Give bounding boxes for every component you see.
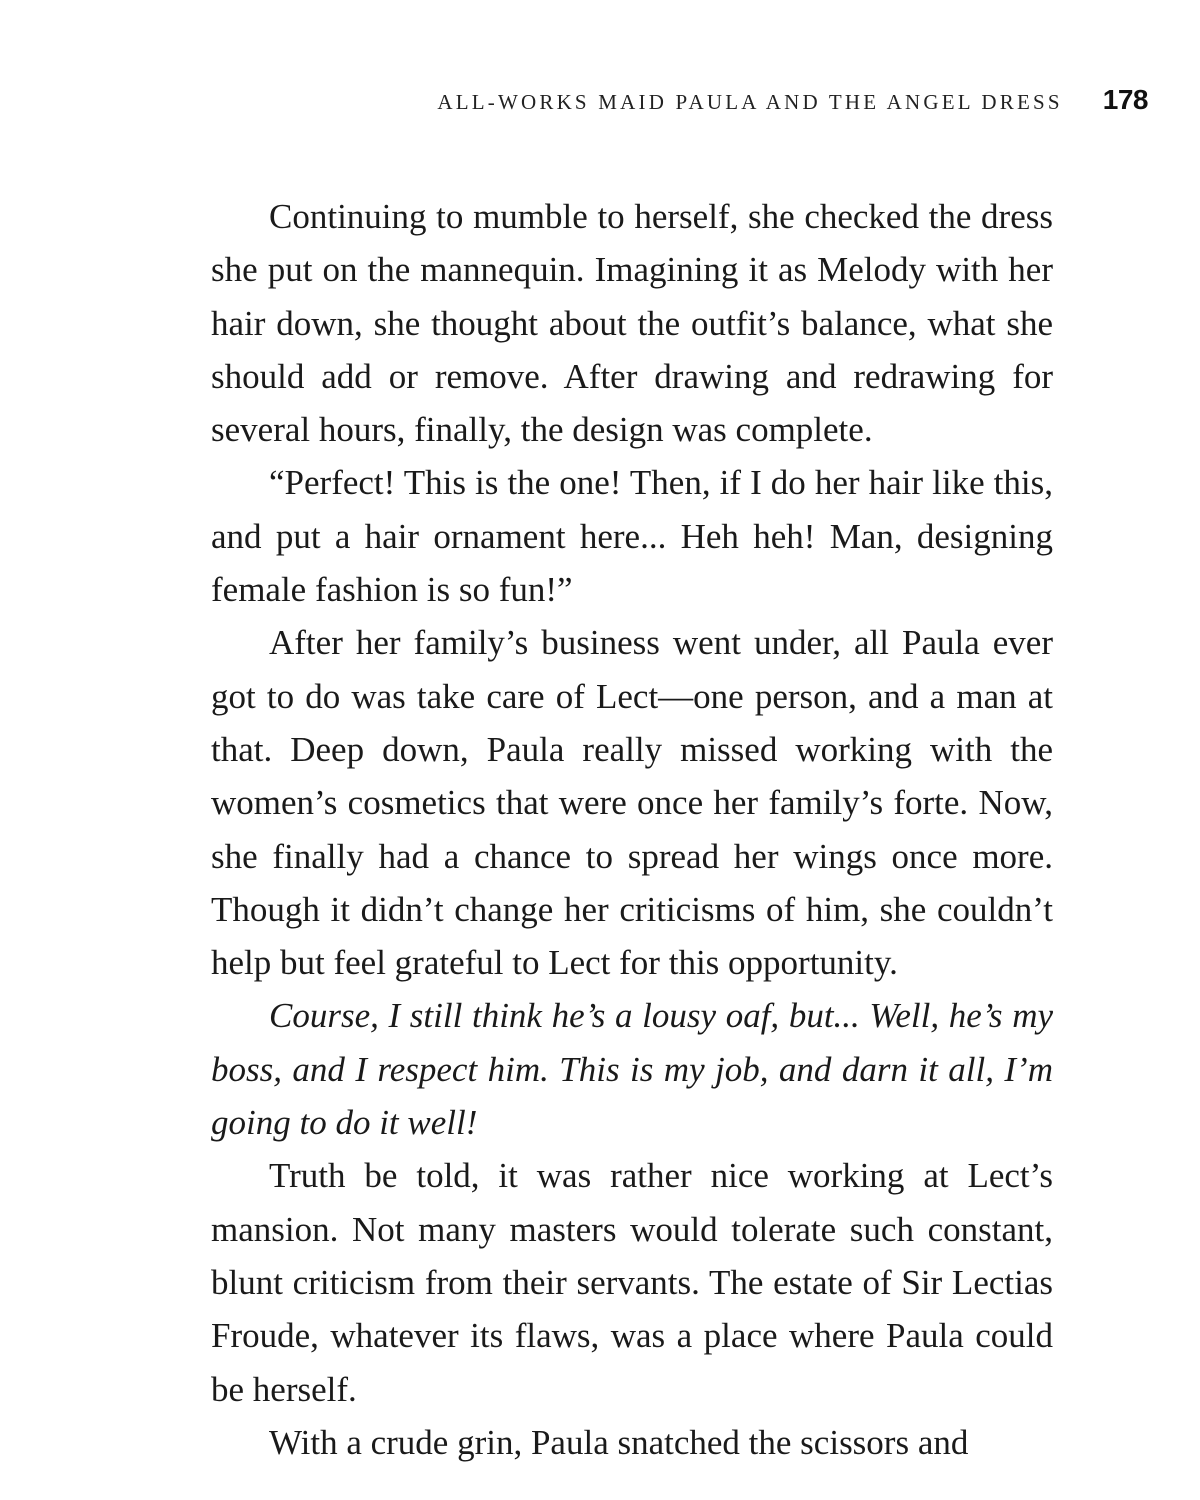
page-number: 178 [1102,84,1148,115]
body-text [211,190,1053,1469]
paragraph: Truth be told, it was rather nice working at Lect’s mansion. Not many masters would tolerate such constant, blunt criticism from their servants. The estate of Sir Lectias Froude, whatever its flaws, was a place where Paula could be herself. [211,1156,1053,1409]
paragraph: With a crude grin, Paula snatched the scissors and [269,1422,969,1462]
paragraph: Continuing to mumble to herself, she checked the dress she put on the mannequin. Imagining it as Melody with her hair down, she thought about the outfit’s balance, what she should add or remove. After drawing and redrawing for several hours, finally, the design was complete. [211,197,1053,450]
paragraph: “Perfect! This is the one! Then, if I do her hair like this, and put a hair ornament here... Heh heh! Man, designing female fashion is so fun!” [211,463,1053,610]
paragraph-italic: Course, I still think he’s a lousy oaf, but... Well, he’s my boss, and I respect him. This is my job, and darn it all, I’m going to do it well! [211,996,1053,1143]
running-title: ALL-WORKS MAID PAULA AND THE ANGEL DRESS [437,90,1063,114]
running-header [437,84,1148,116]
paragraph: After her family’s business went under, all Paula ever got to do was take care of Lect—one person, and a man at that. Deep down, Paula really missed working with the women’s cosmetics that were once her family’s forte. Now, she finally had a chance to spread her wings once more. Though it didn’t change her criticisms of him, she couldn’t help but feel grateful to Lect for this opportunity. [211,623,1053,983]
